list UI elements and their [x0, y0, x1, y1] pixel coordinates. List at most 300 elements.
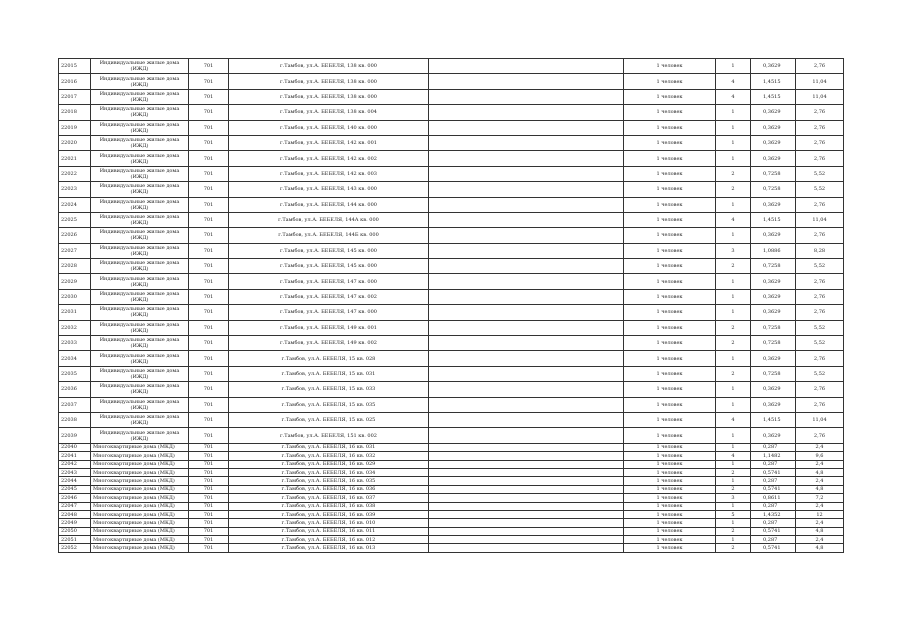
- table-row: [59, 382, 844, 397]
- cell-value: 7,2: [796, 494, 844, 502]
- cell-count: 4: [716, 212, 751, 227]
- cell-count: 1: [716, 135, 751, 150]
- table-row: [59, 305, 844, 320]
- cell-area-norm: 1,4352: [751, 510, 796, 518]
- cell-unit: 1 человек: [624, 428, 716, 443]
- cell-area-norm: 1,4515: [751, 412, 796, 427]
- cell-area-norm: 0,3629: [751, 59, 796, 74]
- cell-blank-cell: [429, 510, 624, 518]
- cell-code: 701: [189, 544, 229, 552]
- cell-address: г.Тамбов, ул.А. БЕБЕЛЯ, 149 кв. 001: [229, 320, 429, 335]
- cell-value: 2,4: [796, 477, 844, 485]
- cell-area-norm: 0,7258: [751, 259, 796, 274]
- cell-address: г.Тамбов, ул.А. БЕБЕЛЯ, 15 кв. 025: [229, 412, 429, 427]
- document-page: [58, 58, 843, 553]
- cell-area-norm: 0,3629: [751, 197, 796, 212]
- cell-unit: 1 человек: [624, 544, 716, 552]
- cell-code: 701: [189, 397, 229, 412]
- cell-unit: 1 человек: [624, 197, 716, 212]
- table-row: [59, 477, 844, 485]
- cell-address: г.Тамбов, ул.А. БЕБЕЛЯ, 16 кв. 037: [229, 494, 429, 502]
- cell-address: г.Тамбов, ул.А. БЕБЕЛЯ, 144А кв. 000: [229, 212, 429, 227]
- cell-unit: 1 человек: [624, 105, 716, 120]
- cell-housing-type: Индивидуальные жилые дома (ИЖД): [91, 366, 189, 381]
- cell-value: 2,76: [796, 351, 844, 366]
- cell-area-norm: 1,0886: [751, 243, 796, 258]
- cell-row-id: 22045: [59, 485, 91, 493]
- cell-area-norm: 1,4515: [751, 74, 796, 89]
- cell-address: г.Тамбов, ул.А. БЕБЕЛЯ, 16 кв. 029: [229, 460, 429, 468]
- cell-value: 5,52: [796, 166, 844, 181]
- cell-value: 5,52: [796, 320, 844, 335]
- cell-address: г.Тамбов, ул.А. БЕБЕЛЯ, 138 кв. 000: [229, 59, 429, 74]
- cell-value: 2,76: [796, 105, 844, 120]
- cell-code: 701: [189, 289, 229, 304]
- cell-code: 701: [189, 443, 229, 451]
- cell-blank-cell: [429, 320, 624, 335]
- table-row: [59, 274, 844, 289]
- cell-area-norm: 0,3629: [751, 382, 796, 397]
- cell-blank-cell: [429, 182, 624, 197]
- cell-row-id: 22028: [59, 259, 91, 274]
- cell-address: г.Тамбов, ул.А. БЕБЕЛЯ, 16 кв. 032: [229, 452, 429, 460]
- cell-row-id: 22044: [59, 477, 91, 485]
- table-row: [59, 336, 844, 351]
- cell-housing-type: Индивидуальные жилые дома (ИЖД): [91, 228, 189, 243]
- cell-area-norm: 0,287: [751, 460, 796, 468]
- cell-value: 2,4: [796, 460, 844, 468]
- cell-address: г.Тамбов, ул.А. БЕБЕЛЯ, 16 кв. 038: [229, 502, 429, 510]
- cell-blank-cell: [429, 494, 624, 502]
- cell-row-id: 22022: [59, 166, 91, 181]
- cell-address: г.Тамбов, ул.А. БЕБЕЛЯ, 16 кв. 039: [229, 510, 429, 518]
- cell-row-id: 22023: [59, 182, 91, 197]
- cell-address: г.Тамбов, ул.А. БЕБЕЛЯ, 142 кв. 002: [229, 151, 429, 166]
- cell-housing-type: Индивидуальные жилые дома (ИЖД): [91, 151, 189, 166]
- cell-address: г.Тамбов, ул.А. БЕБЕЛЯ, 138 кв. 000: [229, 89, 429, 104]
- cell-blank-cell: [429, 74, 624, 89]
- cell-housing-type: Индивидуальные жилые дома (ИЖД): [91, 182, 189, 197]
- cell-housing-type: Многоквартирные дома (МКД): [91, 502, 189, 510]
- cell-housing-type: Индивидуальные жилые дома (ИЖД): [91, 320, 189, 335]
- cell-value: 4,8: [796, 485, 844, 493]
- cell-address: г.Тамбов, ул.А. БЕБЕЛЯ, 149 кв. 002: [229, 336, 429, 351]
- cell-blank-cell: [429, 544, 624, 552]
- cell-count: 2: [716, 182, 751, 197]
- cell-unit: 1 человек: [624, 305, 716, 320]
- table-row: [59, 443, 844, 451]
- cell-blank-cell: [429, 460, 624, 468]
- cell-blank-cell: [429, 305, 624, 320]
- cell-code: 701: [189, 197, 229, 212]
- cell-area-norm: 0,3629: [751, 120, 796, 135]
- cell-value: 4,8: [796, 468, 844, 476]
- cell-code: 701: [189, 366, 229, 381]
- cell-address: г.Тамбов, ул.А. БЕБЕЛЯ, 151 кв. 002: [229, 428, 429, 443]
- cell-unit: 1 человек: [624, 120, 716, 135]
- cell-row-id: 22037: [59, 397, 91, 412]
- cell-blank-cell: [429, 120, 624, 135]
- cell-count: 1: [716, 197, 751, 212]
- cell-address: г.Тамбов, ул.А. БЕБЕЛЯ, 147 кв. 000: [229, 274, 429, 289]
- cell-blank-cell: [429, 397, 624, 412]
- cell-area-norm: 0,3629: [751, 228, 796, 243]
- cell-code: 701: [189, 519, 229, 527]
- cell-area-norm: 0,3629: [751, 351, 796, 366]
- cell-count: 1: [716, 351, 751, 366]
- cell-area-norm: 0,7258: [751, 366, 796, 381]
- cell-row-id: 22019: [59, 120, 91, 135]
- table-row: [59, 536, 844, 544]
- cell-code: 701: [189, 228, 229, 243]
- cell-count: 2: [716, 366, 751, 381]
- cell-unit: 1 человек: [624, 320, 716, 335]
- cell-count: 1: [716, 428, 751, 443]
- cell-count: 1: [716, 382, 751, 397]
- cell-code: 701: [189, 412, 229, 427]
- cell-count: 2: [716, 468, 751, 476]
- cell-count: 2: [716, 336, 751, 351]
- cell-housing-type: Индивидуальные жилые дома (ИЖД): [91, 382, 189, 397]
- cell-count: 1: [716, 443, 751, 451]
- table-row: [59, 519, 844, 527]
- cell-unit: 1 человек: [624, 460, 716, 468]
- cell-housing-type: Многоквартирные дома (МКД): [91, 452, 189, 460]
- cell-blank-cell: [429, 135, 624, 150]
- cell-blank-cell: [429, 485, 624, 493]
- cell-unit: 1 человек: [624, 274, 716, 289]
- cell-blank-cell: [429, 259, 624, 274]
- cell-count: 5: [716, 510, 751, 518]
- cell-value: 2,76: [796, 305, 844, 320]
- cell-area-norm: 0,287: [751, 536, 796, 544]
- cell-unit: 1 человек: [624, 477, 716, 485]
- cell-address: г.Тамбов, ул.А. БЕБЕЛЯ, 16 кв. 035: [229, 477, 429, 485]
- cell-row-id: 22041: [59, 452, 91, 460]
- cell-row-id: 22047: [59, 502, 91, 510]
- cell-housing-type: Многоквартирные дома (МКД): [91, 460, 189, 468]
- cell-area-norm: 0,5741: [751, 485, 796, 493]
- cell-area-norm: 0,5741: [751, 544, 796, 552]
- cell-housing-type: Многоквартирные дома (МКД): [91, 519, 189, 527]
- cell-code: 701: [189, 182, 229, 197]
- cell-unit: 1 человек: [624, 519, 716, 527]
- cell-housing-type: Индивидуальные жилые дома (ИЖД): [91, 397, 189, 412]
- cell-housing-type: Индивидуальные жилые дома (ИЖД): [91, 336, 189, 351]
- cell-unit: 1 человек: [624, 485, 716, 493]
- cell-value: 2,76: [796, 289, 844, 304]
- cell-code: 701: [189, 452, 229, 460]
- cell-value: 2,76: [796, 120, 844, 135]
- cell-count: 2: [716, 544, 751, 552]
- cell-housing-type: Индивидуальные жилые дома (ИЖД): [91, 412, 189, 427]
- cell-code: 701: [189, 510, 229, 518]
- cell-housing-type: Индивидуальные жилые дома (ИЖД): [91, 120, 189, 135]
- cell-unit: 1 человек: [624, 468, 716, 476]
- cell-value: 5,52: [796, 336, 844, 351]
- cell-area-norm: 0,287: [751, 502, 796, 510]
- cell-count: 4: [716, 412, 751, 427]
- cell-row-id: 22049: [59, 519, 91, 527]
- cell-housing-type: Индивидуальные жилые дома (ИЖД): [91, 289, 189, 304]
- cell-unit: 1 человек: [624, 351, 716, 366]
- cell-address: г.Тамбов, ул.А. БЕБЕЛЯ, 147 кв. 002: [229, 289, 429, 304]
- table-row: [59, 212, 844, 227]
- cell-housing-type: Индивидуальные жилые дома (ИЖД): [91, 243, 189, 258]
- cell-row-id: 22034: [59, 351, 91, 366]
- cell-blank-cell: [429, 412, 624, 427]
- cell-unit: 1 человек: [624, 536, 716, 544]
- cell-blank-cell: [429, 336, 624, 351]
- cell-unit: 1 человек: [624, 443, 716, 451]
- cell-code: 701: [189, 120, 229, 135]
- cell-address: г.Тамбов, ул.А. БЕБЕЛЯ, 138 кв. 004: [229, 105, 429, 120]
- cell-row-id: 22030: [59, 289, 91, 304]
- cell-housing-type: Многоквартирные дома (МКД): [91, 536, 189, 544]
- cell-count: 1: [716, 105, 751, 120]
- cell-code: 701: [189, 305, 229, 320]
- cell-count: 1: [716, 536, 751, 544]
- cell-value: 8,28: [796, 243, 844, 258]
- cell-code: 701: [189, 105, 229, 120]
- table-row: [59, 452, 844, 460]
- cell-value: 2,76: [796, 59, 844, 74]
- cell-area-norm: 1,1482: [751, 452, 796, 460]
- cell-row-id: 22039: [59, 428, 91, 443]
- cell-count: 1: [716, 502, 751, 510]
- cell-count: 1: [716, 151, 751, 166]
- cell-blank-cell: [429, 243, 624, 258]
- cell-value: 2,76: [796, 428, 844, 443]
- cell-count: 1: [716, 397, 751, 412]
- table-row: [59, 412, 844, 427]
- cell-address: г.Тамбов, ул.А. БЕБЕЛЯ, 147 кв. 000: [229, 305, 429, 320]
- cell-unit: 1 человек: [624, 89, 716, 104]
- cell-area-norm: 0,3629: [751, 289, 796, 304]
- table-row: [59, 544, 844, 552]
- cell-row-id: 22024: [59, 197, 91, 212]
- cell-housing-type: Многоквартирные дома (МКД): [91, 510, 189, 518]
- cell-address: г.Тамбов, ул.А. БЕБЕЛЯ, 16 кв. 013: [229, 544, 429, 552]
- table-row: [59, 74, 844, 89]
- cell-code: 701: [189, 212, 229, 227]
- table-row: [59, 320, 844, 335]
- cell-value: 2,76: [796, 274, 844, 289]
- cell-code: 701: [189, 428, 229, 443]
- cell-value: 11,04: [796, 412, 844, 427]
- cell-code: 701: [189, 259, 229, 274]
- cell-blank-cell: [429, 228, 624, 243]
- cell-code: 701: [189, 494, 229, 502]
- cell-area-norm: 0,7258: [751, 336, 796, 351]
- cell-value: 2,4: [796, 536, 844, 544]
- cell-unit: 1 человек: [624, 74, 716, 89]
- cell-area-norm: 1,4515: [751, 212, 796, 227]
- cell-unit: 1 человек: [624, 382, 716, 397]
- cell-address: г.Тамбов, ул.А. БЕБЕЛЯ, 142 кв. 001: [229, 135, 429, 150]
- table-row: [59, 259, 844, 274]
- cell-housing-type: Многоквартирные дома (МКД): [91, 544, 189, 552]
- cell-area-norm: 0,7258: [751, 166, 796, 181]
- table-row: [59, 120, 844, 135]
- cell-address: г.Тамбов, ул.А. БЕБЕЛЯ, 145 кв. 000: [229, 243, 429, 258]
- cell-blank-cell: [429, 166, 624, 181]
- cell-unit: 1 человек: [624, 412, 716, 427]
- cell-count: 2: [716, 320, 751, 335]
- cell-blank-cell: [429, 366, 624, 381]
- cell-housing-type: Многоквартирные дома (МКД): [91, 527, 189, 535]
- cell-code: 701: [189, 477, 229, 485]
- cell-address: г.Тамбов, ул.А. БЕБЕЛЯ, 144 кв. 000: [229, 197, 429, 212]
- cell-code: 701: [189, 89, 229, 104]
- cell-housing-type: Индивидуальные жилые дома (ИЖД): [91, 166, 189, 181]
- cell-row-id: 22031: [59, 305, 91, 320]
- table-row: [59, 182, 844, 197]
- cell-code: 701: [189, 485, 229, 493]
- cell-area-norm: 0,7258: [751, 320, 796, 335]
- cell-blank-cell: [429, 89, 624, 104]
- cell-blank-cell: [429, 443, 624, 451]
- cell-value: 11,04: [796, 89, 844, 104]
- cell-row-id: 22018: [59, 105, 91, 120]
- cell-count: 1: [716, 228, 751, 243]
- cell-unit: 1 человек: [624, 366, 716, 381]
- cell-unit: 1 человек: [624, 397, 716, 412]
- cell-code: 701: [189, 320, 229, 335]
- cell-unit: 1 человек: [624, 502, 716, 510]
- cell-count: 1: [716, 460, 751, 468]
- cell-unit: 1 человек: [624, 259, 716, 274]
- cell-blank-cell: [429, 289, 624, 304]
- cell-blank-cell: [429, 351, 624, 366]
- table-row: [59, 494, 844, 502]
- cell-value: 11,04: [796, 212, 844, 227]
- cell-row-id: 22027: [59, 243, 91, 258]
- cell-code: 701: [189, 536, 229, 544]
- cell-housing-type: Индивидуальные жилые дома (ИЖД): [91, 212, 189, 227]
- cell-row-id: 22020: [59, 135, 91, 150]
- cell-value: 2,76: [796, 228, 844, 243]
- cell-unit: 1 человек: [624, 243, 716, 258]
- cell-row-id: 22029: [59, 274, 91, 289]
- cell-count: 2: [716, 527, 751, 535]
- cell-row-id: 22033: [59, 336, 91, 351]
- cell-row-id: 22051: [59, 536, 91, 544]
- cell-housing-type: Многоквартирные дома (МКД): [91, 468, 189, 476]
- cell-row-id: 22040: [59, 443, 91, 451]
- cell-value: 2,76: [796, 397, 844, 412]
- cell-address: г.Тамбов, ул.А. БЕБЕЛЯ, 145 кв. 000: [229, 259, 429, 274]
- cell-blank-cell: [429, 197, 624, 212]
- cell-value: 12: [796, 510, 844, 518]
- cell-code: 701: [189, 460, 229, 468]
- cell-count: 1: [716, 274, 751, 289]
- cell-row-id: 22017: [59, 89, 91, 104]
- table-row: [59, 366, 844, 381]
- cell-count: 3: [716, 494, 751, 502]
- cell-blank-cell: [429, 382, 624, 397]
- cell-value: 2,76: [796, 197, 844, 212]
- cell-value: 11,04: [796, 74, 844, 89]
- cell-area-norm: 0,3629: [751, 151, 796, 166]
- cell-code: 701: [189, 166, 229, 181]
- cell-address: г.Тамбов, ул.А. БЕБЕЛЯ, 16 кв. 031: [229, 443, 429, 451]
- cell-count: 4: [716, 89, 751, 104]
- cell-blank-cell: [429, 519, 624, 527]
- cell-unit: 1 человек: [624, 452, 716, 460]
- cell-count: 4: [716, 74, 751, 89]
- cell-count: 1: [716, 305, 751, 320]
- cell-row-id: 22043: [59, 468, 91, 476]
- cell-area-norm: 0,287: [751, 443, 796, 451]
- cell-housing-type: Индивидуальные жилые дома (ИЖД): [91, 274, 189, 289]
- cell-unit: 1 человек: [624, 151, 716, 166]
- cell-count: 2: [716, 485, 751, 493]
- cell-value: 9,6: [796, 452, 844, 460]
- cell-address: г.Тамбов, ул.А. БЕБЕЛЯ, 16 кв. 011: [229, 527, 429, 535]
- cell-code: 701: [189, 274, 229, 289]
- cell-housing-type: Многоквартирные дома (МКД): [91, 485, 189, 493]
- cell-blank-cell: [429, 452, 624, 460]
- cell-housing-type: Индивидуальные жилые дома (ИЖД): [91, 105, 189, 120]
- cell-value: 2,76: [796, 151, 844, 166]
- cell-area-norm: 0,8611: [751, 494, 796, 502]
- cell-address: г.Тамбов, ул.А. БЕБЕЛЯ, 16 кв. 010: [229, 519, 429, 527]
- table-row: [59, 428, 844, 443]
- cell-count: 1: [716, 59, 751, 74]
- cell-code: 701: [189, 74, 229, 89]
- cell-code: 701: [189, 151, 229, 166]
- cell-address: г.Тамбов, ул.А. БЕБЕЛЯ, 140 кв. 000: [229, 120, 429, 135]
- cell-value: 2,76: [796, 382, 844, 397]
- cell-row-id: 22032: [59, 320, 91, 335]
- cell-address: г.Тамбов, ул.А. БЕБЕЛЯ, 16 кв. 012: [229, 536, 429, 544]
- cell-blank-cell: [429, 477, 624, 485]
- cell-row-id: 22021: [59, 151, 91, 166]
- cell-housing-type: Индивидуальные жилые дома (ИЖД): [91, 428, 189, 443]
- table-row: [59, 397, 844, 412]
- cell-area-norm: 0,3629: [751, 274, 796, 289]
- table-row: [59, 151, 844, 166]
- cell-code: 701: [189, 351, 229, 366]
- cell-address: г.Тамбов, ул.А. БЕБЕЛЯ, 143 кв. 000: [229, 182, 429, 197]
- cell-address: г.Тамбов, ул.А. БЕБЕЛЯ, 138 кв. 000: [229, 74, 429, 89]
- cell-blank-cell: [429, 468, 624, 476]
- cell-blank-cell: [429, 212, 624, 227]
- cell-code: 701: [189, 59, 229, 74]
- cell-value: 2,76: [796, 135, 844, 150]
- cell-unit: 1 человек: [624, 135, 716, 150]
- cell-area-norm: 0,3629: [751, 135, 796, 150]
- cell-code: 701: [189, 336, 229, 351]
- cell-area-norm: 0,3629: [751, 105, 796, 120]
- cell-area-norm: 0,287: [751, 519, 796, 527]
- cell-value: 4,8: [796, 544, 844, 552]
- cell-count: 1: [716, 289, 751, 304]
- cell-area-norm: 0,5741: [751, 527, 796, 535]
- cell-value: 2,4: [796, 519, 844, 527]
- cell-row-id: 22052: [59, 544, 91, 552]
- table-row: [59, 105, 844, 120]
- cell-row-id: 22048: [59, 510, 91, 518]
- cell-count: 1: [716, 519, 751, 527]
- cell-value: 5,52: [796, 182, 844, 197]
- cell-unit: 1 человек: [624, 212, 716, 227]
- cell-blank-cell: [429, 105, 624, 120]
- cell-housing-type: Индивидуальные жилые дома (ИЖД): [91, 259, 189, 274]
- cell-unit: 1 человек: [624, 527, 716, 535]
- cell-address: г.Тамбов, ул.А. БЕБЕЛЯ, 142 кв. 003: [229, 166, 429, 181]
